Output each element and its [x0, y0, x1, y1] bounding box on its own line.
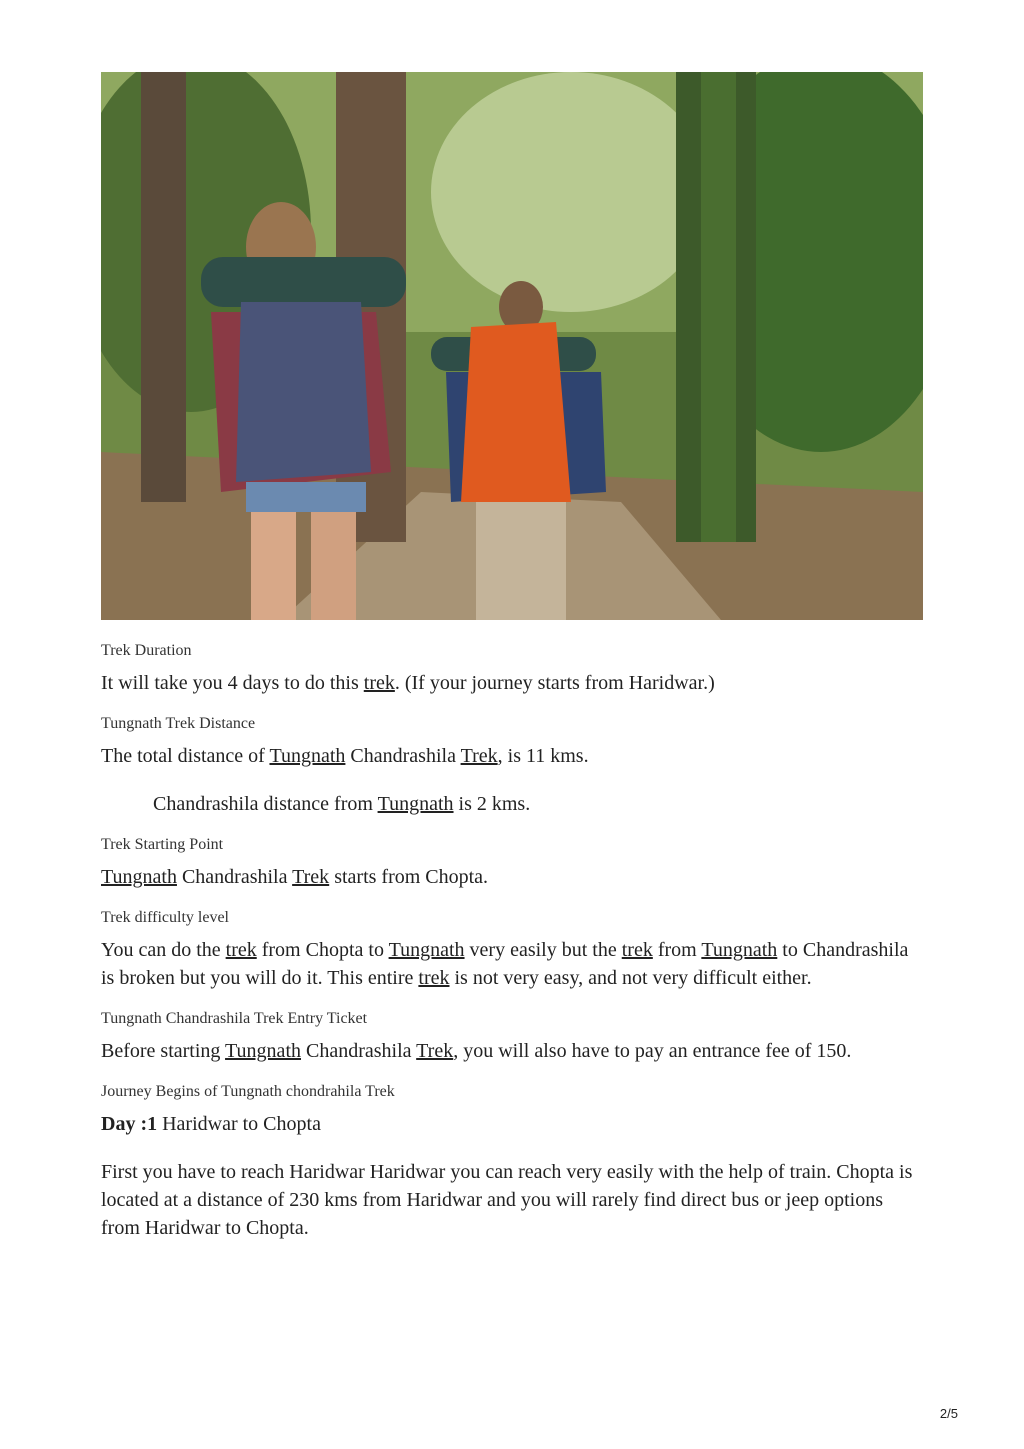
heading-entry-ticket: Tungnath Chandrashila Trek Entry Ticket [101, 1010, 368, 1027]
text-span: Haridwar to Chopta [157, 1113, 321, 1135]
trek-link[interactable]: trek [418, 967, 450, 989]
trek-link[interactable]: Trek [416, 1040, 454, 1062]
text-span: Chandrashila [301, 1040, 417, 1062]
heading-starting-point: Trek Starting Point [101, 836, 224, 853]
tungnath-link[interactable]: Tungnath [225, 1040, 301, 1062]
hero-photo [101, 72, 923, 620]
trek-link[interactable]: Trek [292, 866, 330, 888]
trek-link[interactable]: trek [363, 672, 395, 694]
trek-link[interactable]: trek [621, 939, 653, 961]
text-span: Chandrashila [176, 866, 293, 888]
heading-trek-duration: Trek Duration [101, 642, 192, 659]
ticket-paragraph [101, 1037, 923, 1065]
text-span: , you will also have to pay an entrance fee of 150. [453, 1040, 852, 1062]
text-span: is not very easy, and not very difficult either. [449, 967, 812, 989]
difficulty-paragraph [101, 936, 923, 992]
text-span: It will take you 4 days to do this [101, 672, 364, 694]
start-paragraph [101, 863, 923, 891]
distance-paragraph [101, 742, 923, 770]
distance-subparagraph [101, 790, 923, 818]
text-span: You can do the [101, 939, 226, 961]
tungnath-link[interactable]: Tungnath [701, 939, 778, 961]
text-span: to Chandrashila is broken but you will do it. This entire [101, 939, 909, 989]
document-page [101, 72, 923, 1242]
day-heading [101, 1110, 923, 1138]
trek-link[interactable]: trek [225, 939, 257, 961]
text-span: very easily but the [464, 939, 622, 961]
heading-trek-distance: Tungnath Trek Distance [101, 715, 256, 732]
text-span: Chandrashila distance from [153, 793, 378, 815]
trek-link[interactable]: Trek [460, 745, 498, 767]
text-span: Before starting [101, 1040, 226, 1062]
text-span: from Chopta to [256, 939, 389, 961]
text-span: starts from Chopta. [329, 866, 489, 888]
tungnath-link[interactable]: Tungnath [388, 939, 465, 961]
tungnath-link[interactable]: Tungnath [377, 793, 454, 815]
journey-paragraph: First you have to reach Haridwar Haridwar you can reach very easily with the help of train. Chopta is located at a distance of 230 kms from Haridwar and you will rarely find direct bus or jeep options from Haridwar to Chopta. [101, 1161, 913, 1239]
tungnath-link[interactable]: Tungnath [101, 866, 177, 888]
heading-difficulty: Trek difficulty level [101, 909, 229, 926]
hikers-illustration [101, 72, 923, 620]
text-span: The total distance of [101, 745, 270, 767]
heading-journey: Journey Begins of Tungnath chondrahila Trek [101, 1083, 395, 1100]
page-number: 2/5 [939, 1406, 958, 1421]
text-span: from [652, 939, 702, 961]
text-span: , is 11 kms. [497, 745, 589, 767]
day-label: Day :1 [101, 1113, 158, 1135]
text-span: is 2 kms. [453, 793, 531, 815]
duration-paragraph [101, 669, 923, 697]
text-span: Chandrashila [345, 745, 461, 767]
tungnath-link[interactable]: Tungnath [269, 745, 346, 767]
text-span: . (If your journey starts from Haridwar.) [394, 672, 715, 694]
